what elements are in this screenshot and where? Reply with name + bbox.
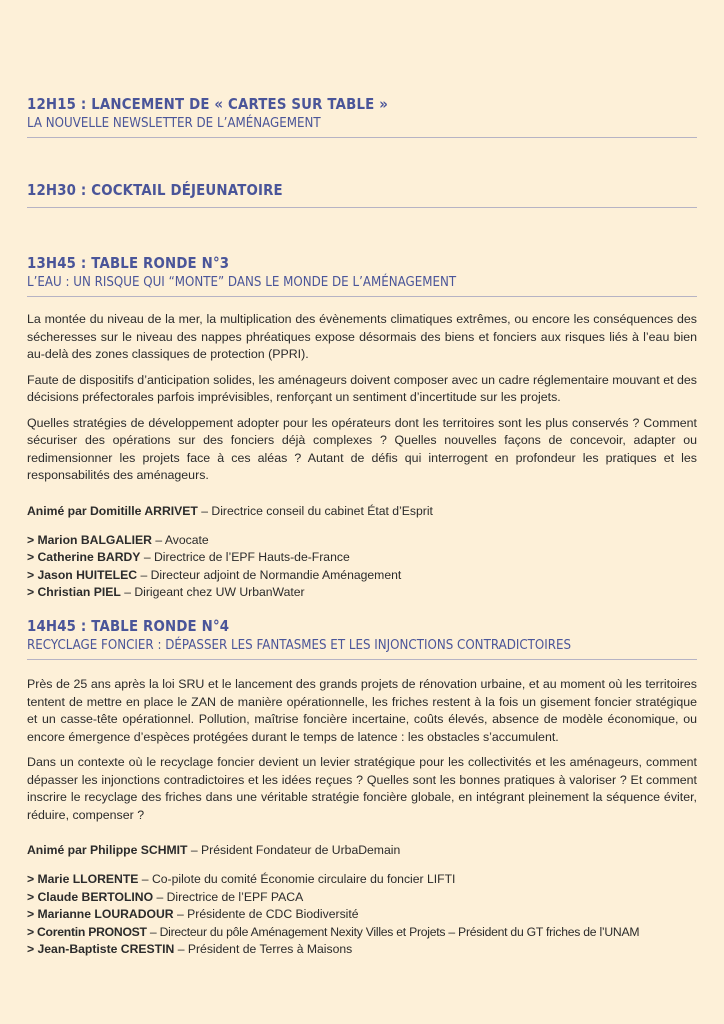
speaker-item xyxy=(27,567,697,585)
speaker-list xyxy=(27,532,697,602)
moderator-role: – Président Fondateur de UrbaDemain xyxy=(187,843,401,857)
section-subtitle: LA NOUVELLE NEWSLETTER DE L’AMÉNAGEMENT xyxy=(27,115,321,131)
section-title: 14H45 : TABLE RONDE N°4 xyxy=(27,617,230,635)
section-title: 13H45 : TABLE RONDE N°3 xyxy=(27,254,230,272)
speaker-role: – Directrice de l’EPF Hauts-de-France xyxy=(140,550,350,564)
section-cocktail xyxy=(27,180,697,208)
speaker-name: > Christian PIEL xyxy=(27,585,121,599)
paragraph: Dans un contexte où le recyclage foncier devient un levier stratégique pour les collectivités et les aménageurs, comment dépasser les injonctions contradictoires et les idées reçues ? Quelles sont les bonnes pratiques à valoriser ? Et comment inscrire le recyclage des friches dans une véritable stratégie foncière globale, en intégrant pleinement la séquence éviter, réduire, compenser ? xyxy=(27,755,697,822)
moderator xyxy=(27,503,697,520)
moderator xyxy=(27,842,697,859)
speaker-item xyxy=(27,584,697,602)
divider xyxy=(27,207,697,208)
moderator-name: Animé par Philippe SCHMIT xyxy=(27,843,188,857)
speaker-name: > Catherine BARDY xyxy=(27,550,141,564)
section-round-table-4 xyxy=(27,616,697,959)
speaker-item xyxy=(27,871,697,889)
section-newsletter-launch xyxy=(27,94,697,138)
speaker-item xyxy=(27,889,697,907)
speaker-role: – Directeur adjoint de Normandie Aménagement xyxy=(137,567,402,582)
speaker-name: > Claude BERTOLINO xyxy=(27,889,154,904)
speaker-name: > Corentin PRONOST xyxy=(27,924,147,939)
paragraph: Quelles stratégies de développement adopter pour les opérateurs dont les territoires sont les plus conservés ? Comment sécuriser des opérations sur des fonciers déjà complexes ? Quelles nouvelles façons de concevoir, adapter ou redimensionner les projets face à ces aléas ? Autant de défis qui interrogent en profondeur les pratiques et les responsabilités des aménageurs. xyxy=(27,415,697,482)
speaker-name: > Marion BALGALIER xyxy=(27,532,152,547)
section-title: 12H15 : LANCEMENT DE « CARTES SUR TABLE » xyxy=(27,95,389,113)
speaker-item xyxy=(27,941,697,959)
section-round-table-3 xyxy=(27,253,697,602)
section-title: 12H30 : COCKTAIL DÉJEUNATOIRE xyxy=(27,181,283,199)
moderator-name: Animé par Domitille ARRIVET xyxy=(27,503,198,518)
speaker-item xyxy=(27,906,697,924)
speaker-name: > Jason HUITELEC xyxy=(27,567,138,582)
section-subtitle: RECYCLAGE FONCIER : DÉPASSER LES FANTASMES ET LES INJONCTIONS CONTRADICTOIRES xyxy=(27,637,572,653)
moderator-role: – Directrice conseil du cabinet État d’Esprit xyxy=(197,503,433,518)
paragraph: La montée du niveau de la mer, la multiplication des évènements climatiques extrêmes, ou encore les conséquences des sécheresses sur le niveau des nappes phréatiques expose désormais des biens et fonciers aux risques liés à l’eau bien au-delà des zones classiques de protection (PPRI). xyxy=(27,312,697,361)
speaker-role: – Directrice de l’EPF PACA xyxy=(153,889,304,904)
speaker-item xyxy=(27,924,697,942)
paragraph: Faute de dispositifs d’anticipation solides, les aménageurs doivent composer avec un cadre réglementaire mouvant et des décisions préfectorales parfois imprévisibles, renforçant un sentiment d’incertitude sur les projets. xyxy=(27,372,697,404)
speaker-list xyxy=(27,871,697,959)
speaker-item xyxy=(27,532,697,550)
speaker-item xyxy=(27,549,697,567)
speaker-role: – Président de Terres à Maisons xyxy=(174,942,353,956)
divider xyxy=(27,137,697,138)
speaker-role: – Avocate xyxy=(151,532,209,547)
speaker-name: > Marie LLORENTE xyxy=(27,872,139,886)
speaker-name: > Jean-Baptiste CRESTIN xyxy=(27,942,175,956)
paragraph: Près de 25 ans après la loi SRU et le lancement des grands projets de rénovation urbaine, et au moment où les territoires tentent de mettre en place le ZAN de manière opérationnelle, les friches restent à la fois un gisement foncier stratégique et un casse-tête opérationnel. Pollution, maîtrise foncière incertaine, coûts élevés, absence de modèle économique, ou encore émergence d’espèces protégées durant le temps de latence : les obstacles s’accumulent. xyxy=(27,677,697,744)
speaker-role: – Dirigeant chez UW UrbanWater xyxy=(120,585,305,599)
speaker-role: – Co-pilote du comité Économie circulaire du foncier LIFTI xyxy=(138,872,456,886)
speaker-role: – Présidente de CDC Biodiversité xyxy=(173,907,359,921)
speaker-role: – Directeur du pôle Aménagement Nexity Villes et Projets – Président du GT friches de l’UNAM xyxy=(146,924,640,939)
section-subtitle: L’EAU : UN RISQUE QUI “MONTE” DANS LE MONDE DE L’AMÉNAGEMENT xyxy=(27,274,457,290)
speaker-name: > Marianne LOURADOUR xyxy=(27,907,174,921)
